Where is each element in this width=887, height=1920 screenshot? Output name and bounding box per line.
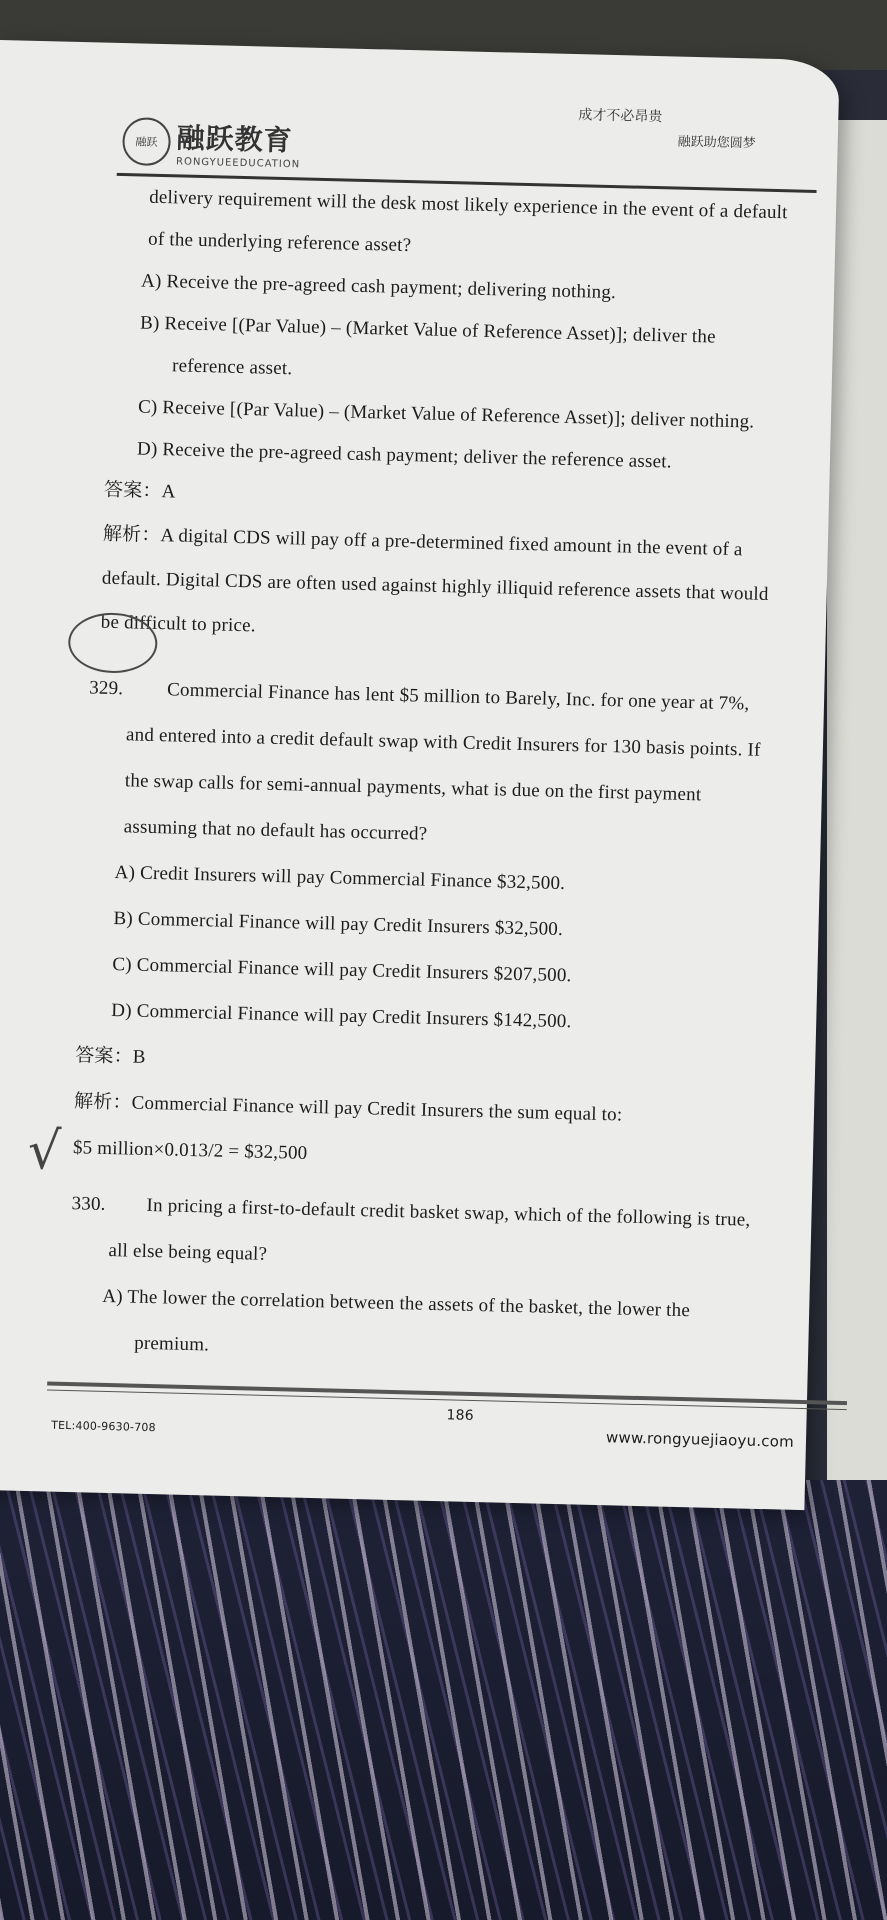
logo-seal-icon: 融跃 [122,117,171,166]
next-page-edge [827,120,887,1520]
q329-option-a: A) Credit Insurers will pay Commercial Finance $32,500. [114,862,566,895]
q328-explanation-line-2: default. Digital CDS are often used against highly illiquid reference assets that would [101,567,769,605]
q329-stem-line-3: the swap calls for semi-annual payments, what is due on the first payment [124,770,702,806]
q328-explanation-line-1: 解析：A digital CDS will pay off a pre-determined fixed amount in the event of a [102,523,743,561]
publisher-logo [122,115,301,170]
book-page [0,40,840,1510]
logo-english-name: RONGYUEEDUCATION [175,156,301,171]
q328-option-b-line-1: B) Receive [(Par Value) – (Market Value of Reference Asset)]; deliver the [139,312,716,348]
fabric-background [0,1480,887,1920]
q330-number: 330. [71,1193,106,1215]
footer-tel: TEL:400-9630-708 [51,1418,156,1435]
q328-option-c: C) Receive [(Par Value) – (Market Value of Reference Asset)]; deliver nothing. [137,396,755,433]
q329-option-d: D) Commercial Finance will pay Credit Insurers $142,500. [111,1000,572,1033]
q328-option-d: D) Receive the pre-agreed cash payment; deliver the reference asset. [136,438,672,473]
q328-option-a: A) Receive the pre-agreed cash payment; delivering nothing. [140,270,617,304]
q329-stem-line-1: Commercial Finance has lent $5 million to Barely, Inc. for one year at 7%, [166,679,750,715]
slogan-line-1: 成才不必昂贵 [578,107,663,126]
q330-option-a-line-2: premium. [133,1332,210,1356]
q329-stem-line-4: assuming that no default has occurred? [123,816,428,845]
q329-option-b: B) Commercial Finance will pay Credit Insurers $32,500. [113,908,564,941]
slogan-line-2: 融跃助您圆梦 [677,134,756,152]
page-number: 186 [446,1407,475,1424]
handwritten-check-icon: √ [27,1121,62,1182]
q329-number: 329. [88,677,124,700]
q328-option-b-line-2: reference asset. [171,355,293,380]
q329-explanation-line-1: 解析：Commercial Finance will pay Credit Insurers the sum equal to: [73,1091,623,1126]
logo-chinese-name: 融跃教育 [176,121,294,158]
q330-stem-line-2: all else being equal? [108,1240,268,1265]
q328-stem-line-2: of the underlying reference asset? [147,228,412,257]
q329-explanation-line-2: $5 million×0.013/2 = $32,500 [72,1137,308,1164]
q329-option-c: C) Commercial Finance will pay Credit Insurers $207,500. [112,954,572,987]
q329-stem-line-2: and entered into a credit default swap with Credit Insurers for 130 basis points. If [125,724,761,761]
q329-answer: 答案：B [74,1045,146,1068]
q330-option-a-line-1: A) The lower the correlation between the assets of the basket, the lower the [102,1285,691,1322]
q328-explanation-line-3: be difficult to price. [100,611,256,637]
q328-answer: 答案：A [103,479,176,503]
footer-website: www.rongyuejiaoyu.com [605,1428,795,1451]
q330-stem-line-1: In pricing a first-to-default credit basket swap, which of the following is true, [146,1194,751,1231]
q328-stem-line-1: delivery requirement will the desk most likely experience in the event of a default [148,186,788,224]
